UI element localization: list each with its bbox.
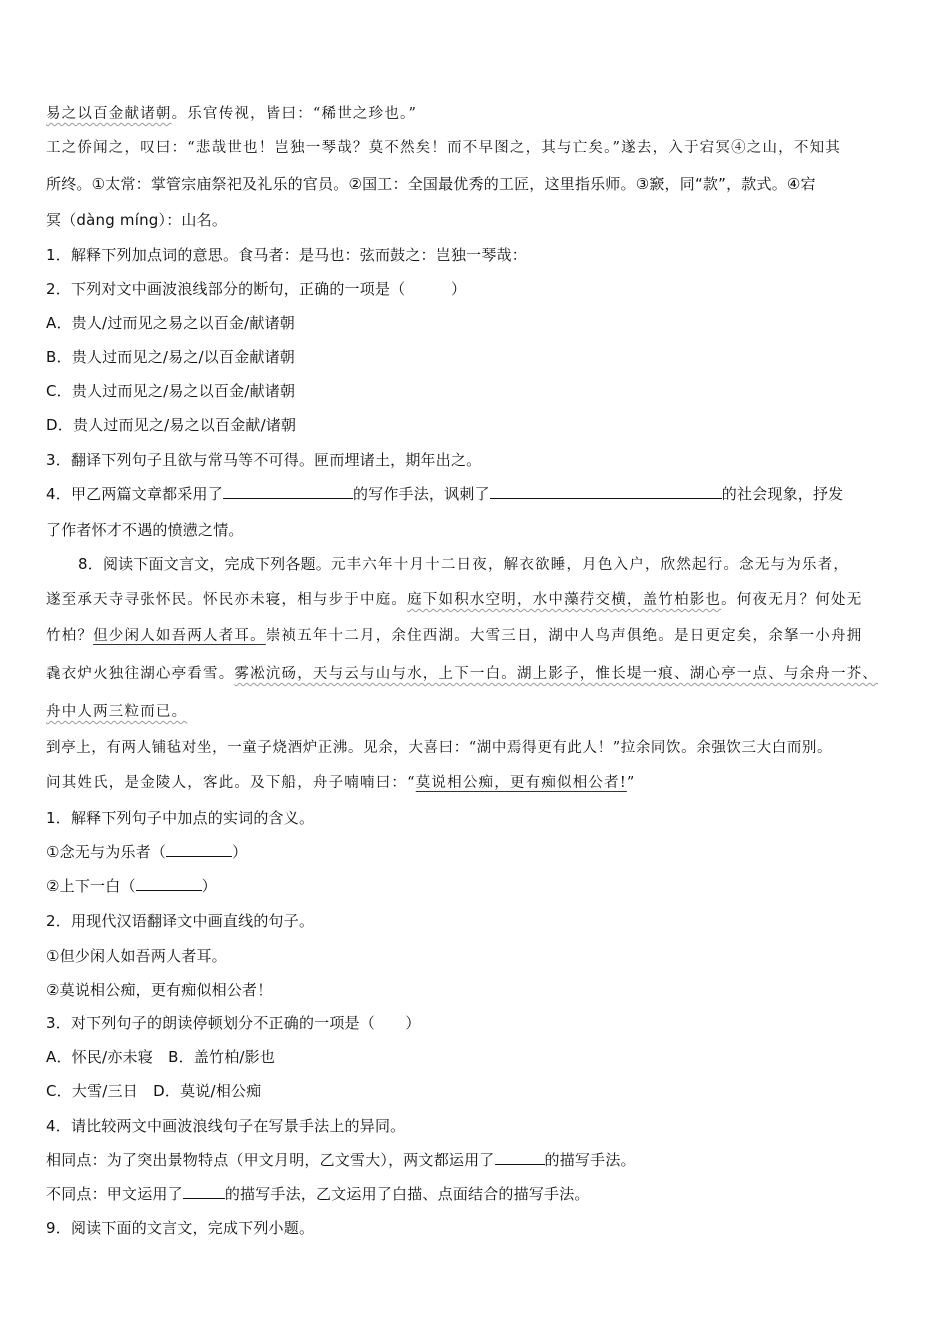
wavy-underlined-text: 庭下如积水空明，水中藻荇交横，盖竹柏影也 [407,592,722,608]
question-b3-options-cd: C．大雪/三日 D．莫说/相公痴 [46,1082,262,1100]
answer-blank-3[interactable] [166,842,232,857]
answer-blank-1[interactable] [223,484,353,499]
question-a2: 2．下列对文中画波浪线部分的断句，正确的一项是（ ） [46,280,467,298]
passage-a-footnotes: 所终。①太常：掌管宗庙祭祀及礼乐的官员。②国工：全国最优秀的工匠，这里指乐师。③窾，同“款”，款式。④宕 [46,175,816,193]
question-a4: 4．甲乙两篇文章都采用了 的写作手法，讽刺了 的社会现象，抒发 [46,485,844,503]
question-b3-options-ab: A．怀民/亦未寝 B．盖竹柏/影也 [46,1048,276,1066]
option-a: A．贵人/过而见之易之以百金/献诸朝 [46,314,295,332]
passage-b-line-3: 竹柏？但少闲人如吾两人者耳。崇祯五年十二月，余住西湖。大雪三日，湖中人鸟声俱绝。是日更定矣，余拏一小舟拥 [46,628,863,644]
passage-a-line-1: 易之以百金献诸朝。乐官传视，皆曰：“稀世之珍也。” [46,106,418,122]
question-b1: 1．解释下列句子中加点的实词的含义。 [46,809,315,827]
question-b4-same: 相同点：为了突出景物特点（甲文月明，乙文雪大），两文都运用了 的描写手法。 [46,1151,636,1169]
answer-blank-2[interactable] [490,484,722,499]
passage-a-line-2: 工之侨闻之，叹曰：“悲哉世也！岂独一琴哉？莫不然矣！而不早图之，其与亡矣。”遂去，入于宕冥④之山，不知其 [46,140,841,156]
option-c: C．贵人过而见之/易之以百金/献诸朝 [46,382,296,400]
answer-blank-4[interactable] [136,876,202,891]
question-b2: 2．用现代汉语翻译文中画直线的句子。 [46,912,315,930]
straight-underlined-text: 但少闲人如吾两人者耳。 [93,628,266,644]
passage-b-line-4: 毳衣炉火独往湖心亭看雪。雾凇沆砀，天与云与山与水，上下一白。湖上影子，惟长堤一痕、湖心亭一点、与余舟一芥、 [46,666,879,682]
passage-b-line-5 [46,702,187,722]
question-9-intro: 9．阅读下面的文言文，完成下列小题。 [46,1219,315,1237]
question-a1: 1．解释下列加点词的意思。食马者：是马也：弦而鼓之：岂独一琴哉： [46,246,527,264]
answer-blank-6[interactable] [183,1184,225,1199]
passage-a-footnote-end: 冥（dàng míng）：山名。 [46,211,228,229]
question-b4: 4．请比较两文中画波浪线句子在写景手法上的异同。 [46,1117,406,1135]
wavy-underlined-text: 易之以百金献诸朝 [46,106,172,122]
question-b2-item2: ②莫说相公痴，更有痴似相公者！ [46,981,273,999]
question-b2-item1: ①但少闲人如吾两人者耳。 [46,947,227,965]
question-b1-item2: ②上下一白（ ） [46,877,217,895]
question-b3: 3．对下列句子的朗读停顿划分不正确的一项是（ ） [46,1014,421,1032]
option-b: B．贵人过而见之/易之/以百金献诸朝 [46,348,295,366]
wavy-underlined-text: 雾凇沆砀，天与云与山与水，上下一白。湖上影子，惟长堤一痕、湖心亭一点、与余舟一芥、 [234,666,879,682]
question-a3: 3．翻译下列句子且欲与常马等不可得。匣而埋诸土，期年出之。 [46,451,482,469]
answer-blank-5[interactable] [495,1150,545,1165]
passage-b-line-1: 8．阅读下面文言文，完成下列各题。元丰六年十月十二日夜，解衣欲睡，月色入户，欣然起行。念无与为乐者， [78,555,850,573]
straight-underlined-text: 莫说相公痴，更有痴似相公者! [415,775,627,791]
wavy-underlined-text: 舟中人两三粒而已。 [46,704,188,720]
passage-b-line-6: 到亭上，有两人铺毡对坐，一童子烧酒炉正沸。见余，大喜曰：“湖中焉得更有此人！”拉余同饮。余强饮三大白而别。 [46,740,833,756]
question-b1-item1: ①念无与为乐者（ ） [46,843,248,861]
passage-b-line-7: 问其姓氏，是金陵人，客此。及下船，舟子喃喃曰：“莫说相公痴，更有痴似相公者!” [46,775,636,791]
option-d: D．贵人过而见之/易之以百金献/诸朝 [46,416,297,434]
question-a4-cont: 了作者怀才不遇的愤懑之情。 [46,521,244,539]
passage-b-line-2: 遂至承天寺寻张怀民。怀民亦未寝，相与步于中庭。庭下如积水空明，水中藻荇交横，盖竹柏影也。何夜无月？何处无 [46,592,863,608]
question-b4-diff: 不同点：甲文运用了 的描写手法，乙文运用了白描、点面结合的描写手法。 [46,1185,590,1203]
